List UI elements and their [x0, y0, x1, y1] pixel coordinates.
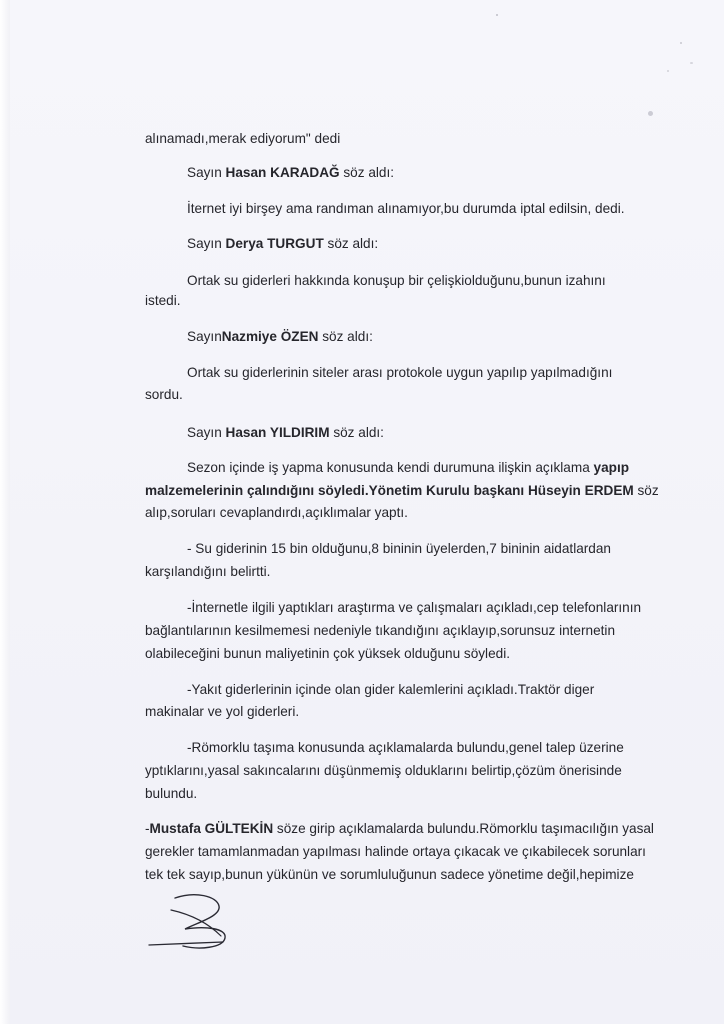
text-run: -Römorklu taşıma konusunda açıklamalarda bulundu,genel talep üzerine	[187, 740, 624, 755]
text-line	[187, 680, 594, 699]
text-line-runs	[145, 483, 659, 498]
text-line	[187, 199, 625, 218]
text-run: söz aldı:	[329, 425, 384, 440]
text-run: -	[145, 821, 150, 836]
text-run: söze girip açıklamalarda bulundu.Römorklu taşımacılığın yasal	[273, 821, 654, 836]
paper-speck	[680, 42, 682, 44]
text-run: bulundu.	[145, 786, 198, 801]
text-run: -İnternetle ilgili yaptıkları araştırma ve çalışmaları açıkladı,cep telefonlarının	[187, 600, 642, 615]
text-line-runs	[145, 821, 654, 836]
text-line-runs	[145, 387, 183, 402]
text-line-runs	[187, 329, 373, 344]
text-line-runs	[187, 541, 611, 556]
text-line-runs	[145, 564, 270, 579]
text-run: yptıklarını,yasal sakıncalarını düşünmemiş olduklarını belirtip,çözüm önerisinde	[145, 763, 622, 778]
text-line-runs	[187, 201, 625, 216]
text-line	[187, 539, 611, 558]
text-run: Ortak su giderlerinin siteler arası protokole uygun yapılıp yapılmadığını	[187, 365, 613, 380]
bold-text-run: yapıp	[593, 460, 630, 475]
text-run: Sezon içinde iş yapma konusunda kendi durumuna ilişkin açıklama	[187, 460, 594, 475]
text-line-runs	[145, 623, 615, 638]
text-line-runs	[187, 682, 594, 697]
bold-text-run: Hasan YILDIRIM	[225, 425, 330, 440]
text-line	[145, 865, 634, 884]
text-line	[145, 819, 654, 838]
text-run: - Su giderinin 15 bin olduğunu,8 bininin üyelerden,7 bininin aidatlardan	[187, 541, 611, 556]
text-line-runs	[145, 704, 299, 719]
text-run: karşılandığını belirtti.	[145, 564, 271, 579]
text-line	[187, 363, 612, 382]
paper-speck	[496, 14, 498, 16]
page-edge	[0, 0, 10, 1024]
text-run: İternet iyi birşey ama randıman alınamıyor,bu durumda iptal edilsin, dedi.	[187, 201, 625, 216]
text-line	[145, 702, 299, 721]
bold-text-run: Derya TURGUT	[225, 236, 324, 251]
text-run: istedi.	[145, 293, 181, 308]
text-run: sordu.	[145, 387, 183, 402]
text-line-runs	[187, 165, 394, 180]
text-line	[187, 327, 373, 346]
text-line	[145, 784, 197, 803]
text-line-runs	[187, 600, 641, 615]
text-line	[145, 291, 181, 310]
text-run: -Yakıt giderlerinin içinde olan gider kalemlerini açıkladı.Traktör diger	[187, 682, 595, 697]
text-run: tek tek sayıp,bunun yükünün ve sorumluluğunun sadece yönetime değil,hepimize	[145, 867, 634, 882]
text-line	[187, 458, 629, 477]
text-run: bağlantılarının kesilmemesi nedeniyle tıkandığını açıklayıp,sorunsuz internetin	[145, 623, 615, 638]
text-line	[145, 621, 615, 640]
text-line	[145, 503, 408, 522]
text-line	[187, 598, 641, 617]
text-line-runs	[187, 365, 612, 380]
text-run: Sayın	[187, 425, 226, 440]
text-line	[187, 163, 394, 182]
text-line	[187, 738, 624, 757]
text-run: alınamadı,merak ediyorum" dedi	[145, 131, 341, 146]
text-line-runs	[187, 273, 606, 288]
text-line-runs	[145, 786, 197, 801]
bold-text-run: Hasan KARADAĞ	[225, 165, 340, 180]
text-line-runs	[187, 460, 629, 475]
text-line-runs	[145, 505, 408, 520]
text-run: gerekler tamamlanmadan yapılması halinde ortaya çıkacak ve çıkabilecek sorunları	[145, 844, 646, 859]
text-line	[145, 385, 183, 404]
paper-speck	[667, 70, 669, 72]
text-line	[145, 129, 340, 148]
bold-text-run: malzemelerinin çalındığını söyledi.Yönetim Kurulu başkanı Hüseyin ERDEM	[145, 483, 634, 498]
bold-text-run: Mustafa GÜLTEKİN	[149, 821, 274, 836]
text-line	[187, 271, 606, 290]
text-line-runs	[145, 867, 634, 882]
bold-text-run: Nazmiye ÖZEN	[221, 329, 319, 344]
text-run: Sayın	[187, 329, 222, 344]
text-line-runs	[145, 844, 646, 859]
text-run: Sayın	[187, 236, 226, 251]
text-run: olabileceğini bunun maliyetinin çok yüksek olduğunu söyledi.	[145, 646, 510, 661]
text-run: alıp,soruları cevaplandırdı,açıklımalar yaptı.	[145, 505, 408, 520]
text-run: söz aldı:	[339, 165, 395, 180]
text-run: söz	[633, 483, 659, 498]
paper-speck	[648, 111, 653, 116]
text-run: Sayın	[187, 165, 226, 180]
text-line-runs	[187, 740, 624, 755]
text-line	[187, 234, 378, 253]
text-line	[145, 481, 659, 500]
text-line	[145, 842, 646, 861]
text-line	[187, 423, 384, 442]
text-line-runs	[145, 646, 510, 661]
text-line-runs	[187, 236, 378, 251]
text-line-runs	[145, 293, 181, 308]
text-line-runs	[187, 425, 384, 440]
text-run: makinalar ve yol giderleri.	[145, 704, 300, 719]
text-line	[145, 562, 270, 581]
paper-speck	[690, 62, 693, 64]
text-line	[145, 761, 622, 780]
text-run: Ortak su giderleri hakkında konuşup bir çelişkiolduğunu,bunun izahını	[187, 273, 606, 288]
text-run: söz aldı:	[323, 236, 379, 251]
text-line	[145, 644, 510, 663]
text-line-runs	[145, 131, 340, 146]
signature-icon	[143, 888, 243, 958]
text-line-runs	[145, 763, 622, 778]
text-run: söz aldı:	[318, 329, 373, 344]
